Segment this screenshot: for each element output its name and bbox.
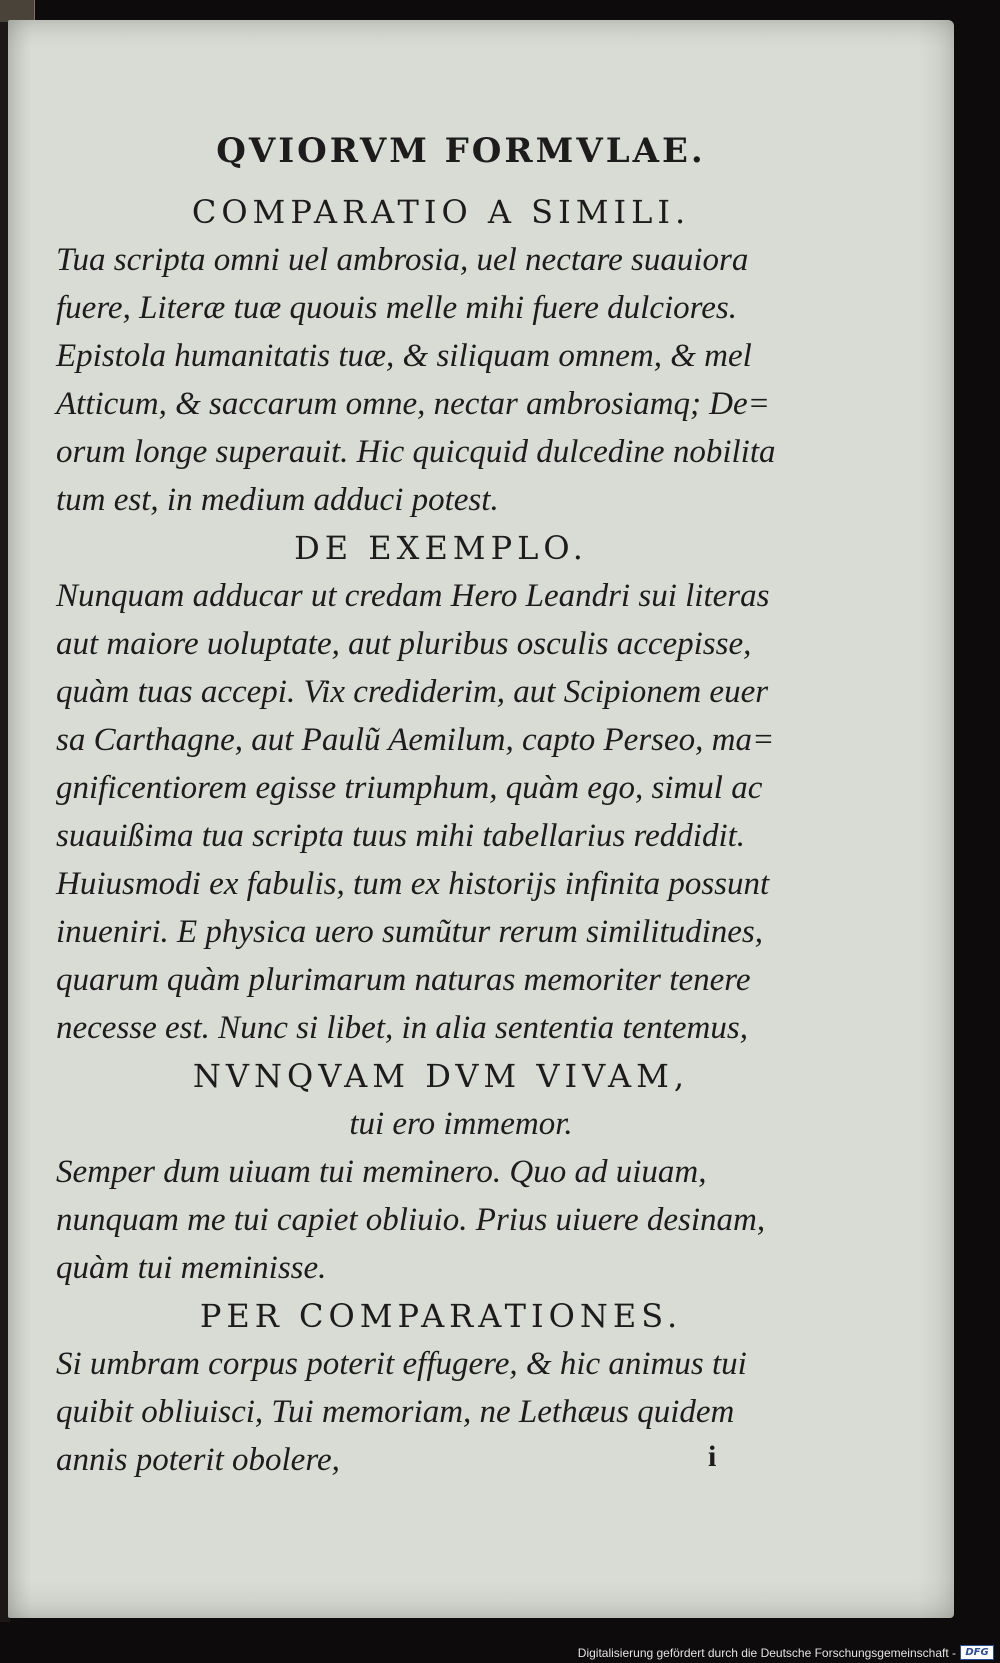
section-heading-comparatio: COMPARATIO A SIMILI. (191, 193, 691, 231)
text-line: quàm tui meminisse. (56, 1250, 327, 1286)
text-line: aut maiore uoluptate, aut pluribus osculis accepisse, (56, 626, 752, 662)
book-page (8, 20, 954, 1618)
text-line: suauißima tua scripta tuus mihi tabellarius reddidit. (56, 818, 746, 854)
section-heading-per-comparationes: PER COMPARATIONES. (199, 1297, 683, 1335)
text-line: quibit obliuisci, Tui memoriam, ne Lethæus quidem (56, 1394, 735, 1430)
text-line: inueniri. E physica uero sumũtur rerum similitudines, (56, 914, 764, 950)
text-line: necesse est. Nunc si libet, in alia sententia tentemus, (56, 1010, 748, 1046)
dfg-logo-icon: DFG (960, 1645, 994, 1660)
text-line: Huiusmodi ex fabulis, tum ex historijs infinita possunt (56, 866, 770, 902)
text-line: tum est, in medium adduci potest. (56, 482, 499, 518)
text-line: quàm tuas accepi. Vix crediderim, aut Scipionem euer (56, 674, 769, 710)
section-subheading: tui ero immemor. (349, 1106, 573, 1142)
text-line: annis poterit obolere, (56, 1442, 340, 1478)
page-text-block (56, 130, 826, 1484)
section-heading-nunquam: NVNQVAM DVM VIVAM, (192, 1057, 690, 1095)
text-line: Nunquam adducar ut credam Hero Leandri sui literas (56, 578, 770, 614)
text-line: gnificentiorem egisse triumphum, quàm ego, simul ac (56, 770, 763, 806)
text-line: orum longe superauit. Hic quicquid dulcedine nobilita (56, 434, 776, 470)
text-line: Epistola humanitatis tuæ, & siliquam omnem, & mel (56, 338, 752, 374)
section-heading-de-exemplo: DE EXEMPLO. (294, 529, 588, 567)
text-line: quarum quàm plurimarum naturas memoriter tenere (56, 962, 751, 998)
footer-credit: Digitalisierung gefördert durch die Deutsche Forschungsgemeinschaft - (577, 1646, 956, 1660)
signature-mark: i (708, 1440, 717, 1473)
text-line: Atticum, & saccarum omne, nectar ambrosiamq; De= (56, 386, 770, 422)
running-head: QVIORVM FORMVLAE. (216, 131, 706, 171)
text-line: sa Carthagne, aut Paulũ Aemilum, capto Perseo, ma= (56, 722, 775, 758)
text-line: Semper dum uiuam tui meminero. Quo ad uiuam, (56, 1154, 707, 1190)
text-line: nunquam me tui capiet obliuio. Prius uiuere desinam, (56, 1202, 766, 1238)
text-line: Si umbram corpus poterit effugere, & hic animus tui (56, 1346, 747, 1382)
text-line: Tua scripta omni uel ambrosia, uel nectare suauiora (56, 242, 749, 278)
previous-page-sliver (0, 0, 35, 22)
text-line: fuere, Literæ tuæ quouis melle mihi fuere dulciores. (56, 290, 738, 326)
